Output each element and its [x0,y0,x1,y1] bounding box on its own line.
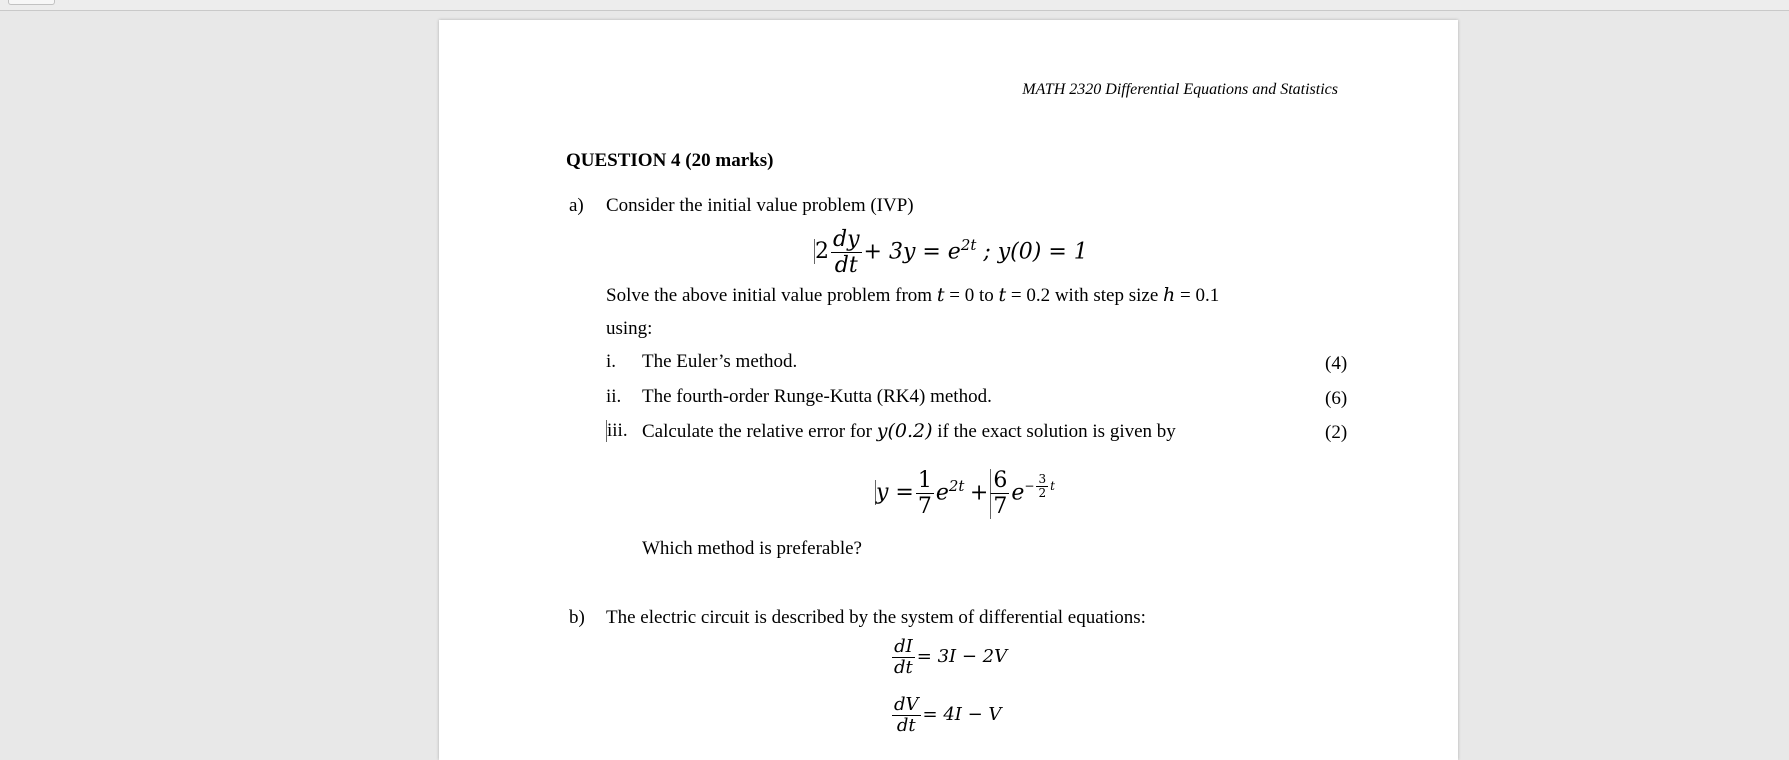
exact-lhs: y = [876,480,914,506]
item-ii-number: ii. [606,386,622,407]
item-iii-marks: (2) [1325,422,1348,443]
viewer-top-bar [0,0,1789,11]
viewer-tab[interactable] [8,0,55,5]
question-title: QUESTION 4 (20 marks) [566,150,774,171]
circuit-eq-2: $\frac{dV}{dt}$ = 4I − V [894,694,1002,736]
item-i-text: The Euler’s method. [642,351,798,372]
ivp-initial-condition: ; y(0) = 1 [976,239,1088,265]
part-a-label: a) [569,195,584,216]
part-b-label: b) [569,607,585,628]
document-page [439,20,1458,760]
ivp-derivative: $\frac{dy}{dt}$ [833,227,860,279]
part-b-intro: The electric circuit is described by the system of differential equations: [606,607,1146,628]
ivp-exponent: 2t [960,235,977,254]
which-method: Which method is preferable? [642,538,862,559]
item-ii-text: The fourth-order Runge-Kutta (RK4) method. [642,386,992,407]
item-iii-number: iii. [607,420,628,441]
exact-solution: y = $\frac{1}{7}$ $e^{2t}$ + $\frac{6}{7}$ e− $\frac{3}{2}$ t [876,468,1055,520]
solve-line-2: using: [606,318,653,339]
page-header: MATH 2320 Differential Equations and Statistics [1022,81,1338,98]
exact-frac-1: $\frac{1}{7}$ [917,468,932,520]
item-i-number: i. [606,351,617,372]
ivp-coef: 2 [815,239,829,265]
ivp-equation [814,228,1088,278]
ivp-rest: + 3y = e [863,239,961,265]
item-i-marks: (4) [1325,353,1348,374]
item-ii-marks: (6) [1325,388,1348,409]
circuit-eq-1: $\frac{dI}{dt}$ = 3I − 2V [894,636,1008,678]
exact-frac-2: $\frac{6}{7}$ [990,469,1009,519]
solve-line-1: Solve the above initial value problem from t = 0 to t = 0.2 with step size h = 0.1 [606,284,1220,306]
item-iii-text: Calculate the relative error for y(0.2) if the exact solution is given by [642,420,1176,442]
exact-exp-2: − $\frac{3}{2}$ t [1024,471,1055,500]
part-a-intro: Consider the initial value problem (IVP) [606,195,914,216]
